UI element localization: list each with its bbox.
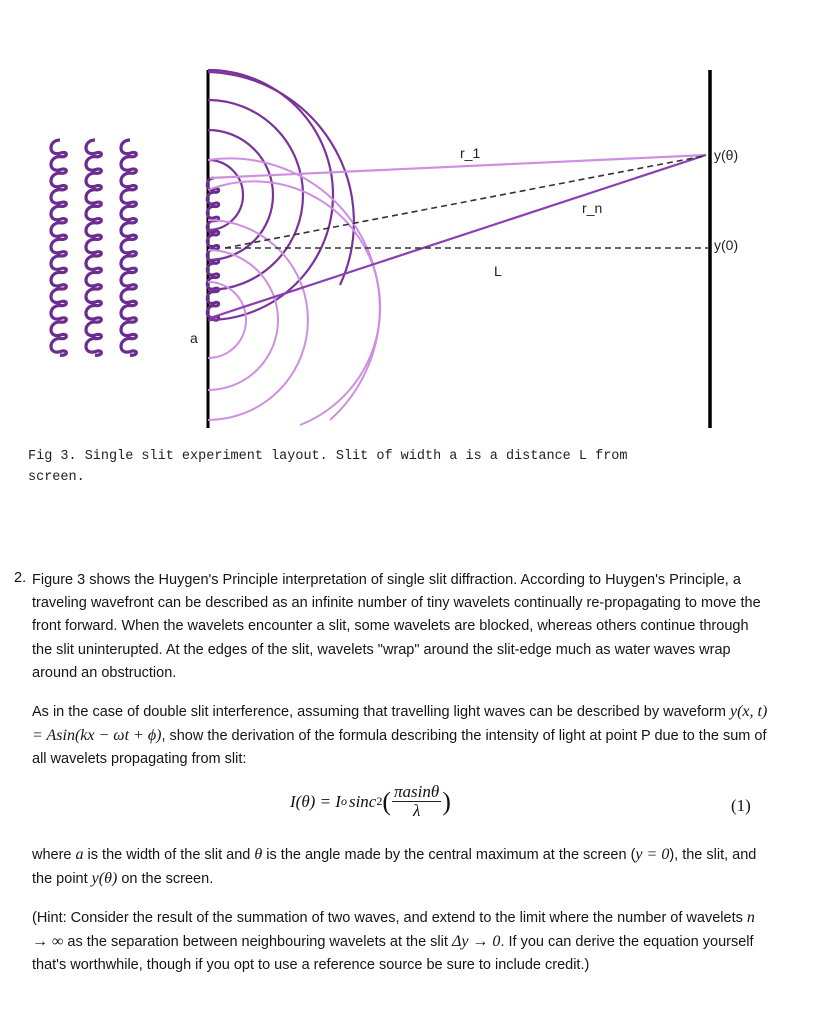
p2-text-b: , show the derivation of the formula describing the intensity of light at point P due to the sum of all wavelets propagating from slit: [32, 728, 767, 768]
eq-numerator: πasinθ [394, 782, 440, 801]
equation-number: (1) [731, 796, 751, 815]
p4-text-a: (Hint: Consider the result of the summation of two waves, and extend to the limit where the number of wavelets [32, 910, 747, 926]
p2-text-a: As in the case of double slit interference, assuming that travelling light waves can be described by waveform [32, 704, 730, 720]
waveform-math: y(x, t) = Asin(kx − ωt + ϕ) [32, 703, 768, 745]
question-paragraph-hint [32, 906, 772, 978]
eq-denominator: λ [412, 801, 421, 820]
question-paragraph-definitions [32, 843, 772, 891]
wavefront-column-2 [86, 140, 101, 355]
p3-text-a: where [32, 847, 76, 863]
label-rn: r_n [582, 200, 603, 216]
p4-text-c: . If you can derive the equation yourself that's worthwhile, though if you opt to use a reference source be sure to include credit.) [32, 934, 754, 974]
question-number: 2. [14, 570, 27, 586]
intensity-equation [290, 783, 451, 820]
eq-sup: 2 [376, 794, 383, 808]
figure-caption: Fig 3. Single slit experiment layout. Slit of width a is a distance L from screen. [28, 449, 628, 485]
p4-text-b: as the separation between neighbouring wavelets at the slit [63, 934, 452, 951]
label-L: L [494, 263, 502, 279]
single-slit-diagram [0, 0, 825, 440]
p3-text-d: ), the slit, and the point [32, 847, 757, 888]
upper-wavelet-arcs [208, 70, 354, 320]
p3-text-b: is the width of the slit and [83, 847, 255, 863]
var-n-limit: n → ∞ [32, 909, 755, 951]
question-paragraph-huygens: Figure 3 shows the Huygen's Principle interpretation of single slit diffraction. According to Huygen's Principle, a traveling wavefront can be described as an infinite number of tiny wavelets continually re-propagating to move the front forward. When the wavelets encounter a slit, some wavelets are blocked, whereas others continue through the slit uninterupted. At the edges of the slit, wavelets "wrap" around the slit-edge much as water waves wrap around an obstruction. [32, 572, 761, 681]
var-dy-limit: Δy → 0 [451, 933, 501, 951]
ray-r1 [210, 155, 706, 178]
label-y-zero: y(0) [714, 237, 739, 253]
p3-text-e: on the screen. [117, 871, 214, 888]
eq-paren-close: ) [442, 786, 451, 816]
p3-text-c: is the angle made by the central maximum at the screen ( [262, 847, 636, 863]
var-a: a [75, 846, 84, 863]
label-y-theta: y(θ) [714, 147, 739, 163]
label-r1: r_1 [460, 145, 481, 161]
eq-func: sinc [348, 791, 377, 811]
eq-fraction [392, 783, 441, 820]
var-theta: θ [254, 846, 263, 863]
question-paragraph-derivation [32, 700, 772, 772]
var-y0: y = 0 [635, 846, 670, 863]
eq-lhs: I(θ) = I [290, 791, 341, 811]
var-y-theta: y(θ) [91, 870, 118, 888]
wavefront-column-1 [51, 140, 66, 355]
lower-wavelet-arcs [208, 158, 380, 425]
incoming-wavefronts [51, 140, 136, 355]
eq-sub: o [340, 794, 347, 808]
label-a: a [190, 330, 198, 346]
eq-paren-open: ( [382, 786, 392, 816]
wavefront-column-3 [121, 140, 136, 355]
